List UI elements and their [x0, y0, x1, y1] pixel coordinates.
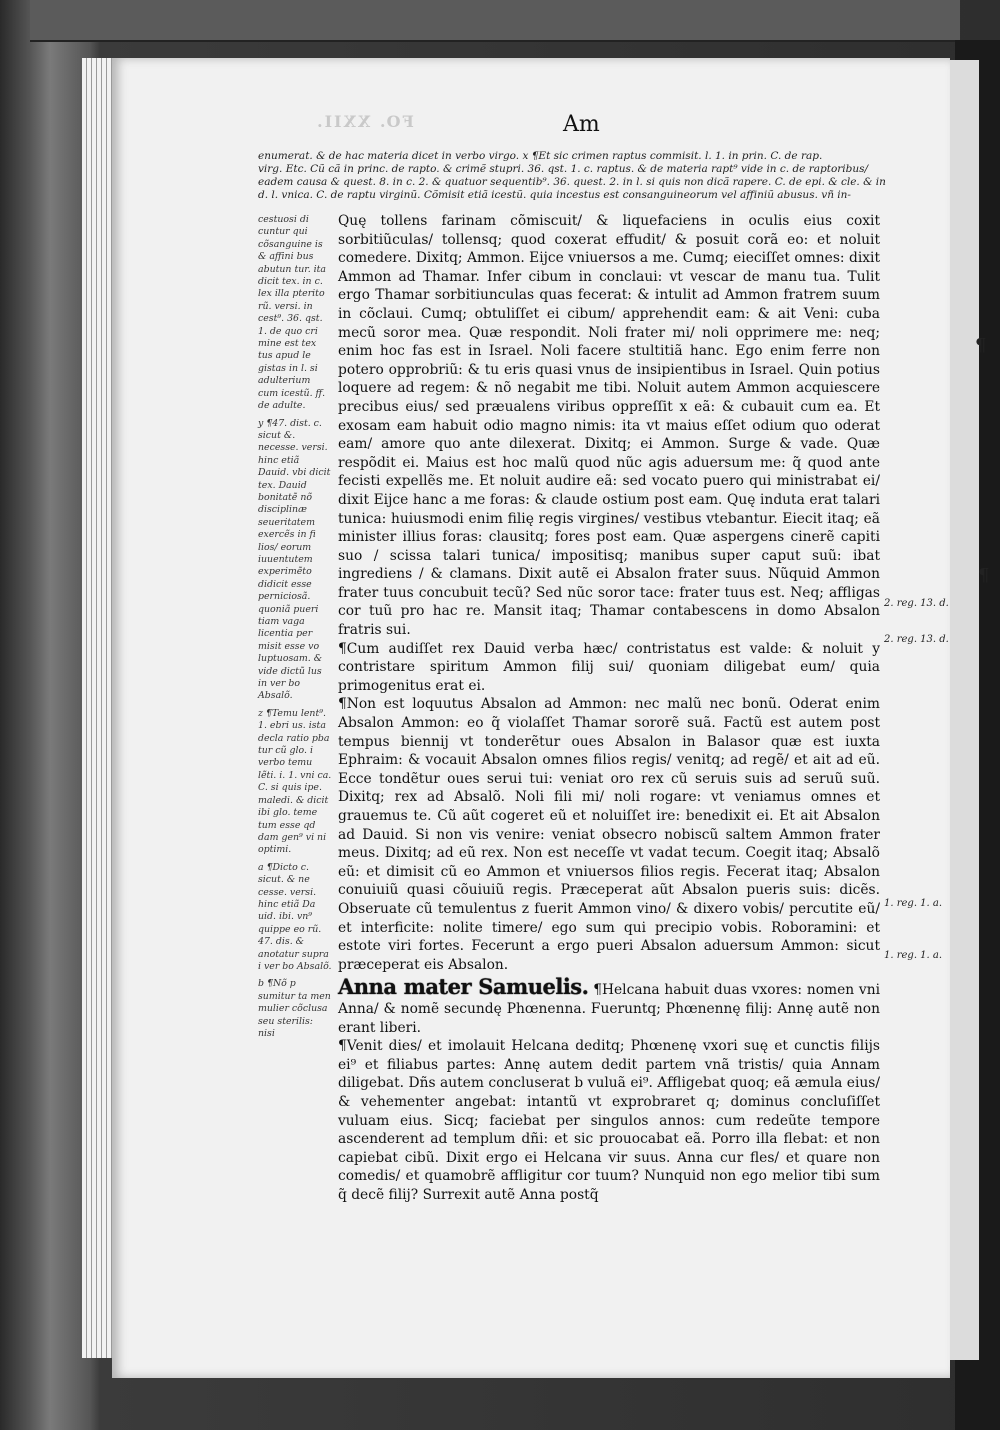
show-through-mark-icon: ¶: [975, 335, 987, 356]
side-reference: 2. reg. 13. d.: [884, 634, 949, 645]
commentary-line: virg. Etc. Cũ cã in princ. de rapto. & crimẽ stupri. 36. qst. 1. c. raptus. & de materia rapt⁹ vide in c. de raptoribus/: [258, 163, 869, 175]
commentary-line: enumerat. & de hac materia dicet in verbo virgo. x ¶Et sic crimen raptus commisit. l. 1. in prin. C. de rap.: [258, 150, 823, 162]
side-reference: 1. reg. 1. a.: [884, 898, 943, 909]
heading-text: ¶Helcana habuit duas vxores: nomen vni Anna/ & nomẽ secundę Phœnenna. Fueruntq; Phœnennę filij: Annę autẽ non erant liberi.: [338, 982, 880, 1036]
show-through-mark-icon: ¶: [978, 565, 990, 586]
side-reference: 1. reg. 1. a.: [884, 950, 943, 961]
text-paragraph: Quę tollens farinam cõmiscuit/ & liquefaciens in oculis eius coxit sorbitiũculas/ tollensq; quod coxerat effudit/ & posuit corã eo: et noluit comedere. Dixitq; Ammon. Eijce vniuersos a me. Cumq; eieciſſet omnes: dixit Ammon ad Thamar. Infer cibum in conclaui: vt vescar de manu tua. Tulit ergo Thamar sorbitiunculas quas fecerat: & intulit ad Ammon fratrem suum in cõclaui. Cumq; obtuliſſet ei cibum/ apprehendit eam: & ait Veni: cuba mecũ soror mea. Quæ respondit. Noli frater mi/ noli opprimere me: neq; enim hoc fas est in Israel. Noli facere stultitiã hanc. Ego enim ferre non potero opprobriũ: & tu eris quasi vnus de insipientibus in Israel. Quin potius loquere ad regem: & nõ negabit me tibi. Noluit autem Ammon acquiescere precibus eius/ sed præualens viribus oppreſſit x eã: & cubauit cum ea. Et exosam eam habuit odio magno nimis: ita vt maius eſſet odium quo oderat eam/ amore quo ante dilexerat. Dixitq; ei Ammon. Surge & vade. Quæ respõdit ei. Maius est hoc malũ quod nũc agis aduersum me: q̃ quod ante fecisti expellẽs me. Et noluit audire eã: sed vocato puero qui ministrabat ei/ dixit Eijce hanc a me foras: & claude ostium post eam. Quę induta erat talari tunica: huiusmodi enim filię regis virgines/ vestibus vtebantur. Eiecit itaq; eã minister illius foras: clausitq; fores post eam. Quæ aspergens cinerẽ capiti suo / scissa talari tunica/ impositisq; manibus super caput suũ: ibat ingrediens / & clamans. Dixit autẽ ei Absalon frater suus. Nũquid Ammon frater tuus concubuit tecũ? Sed nũc soror tace: frater tuus est. Neq; affligas cor tuũ pro hac re. Mansit itaq; Thamar contabescens in domo Absalon fratris sui.: [338, 213, 880, 639]
running-head: Am: [563, 112, 600, 137]
margin-notes-column: [258, 214, 332, 1045]
show-through-folio: FO. XXII.: [315, 112, 414, 131]
commentary-line: eadem causa & quest. 8. in c. 2. & quatuor sequentib⁹. 36. quest. 2. in l. si quis non dicã rapere. C. de epi. & cle. & in: [258, 176, 886, 188]
text-paragraph: ¶Non est loquutus Absalon ad Ammon: nec malũ nec bonũ. Oderat enim Absalon Ammon: eo q̃ violaſſet Thamar sororẽ suã. Factũ est autem post tempus biennij vt tonderẽtur oues Absalon in Balasor quæ est iuxta Ephraim: & vocauit Absalon omnes filios regis/ venitq; ad regẽ/ et ait ad eũ. Ecce tondẽtur oues serui tui: veniat oro rex cũ seruis suis ad seruũ suũ. Dixitq; rex ad Absalõ. Noli fili mi/ noli rogare: vt veniamus omnes et grauemus te. Cũ aũt cogeret eũ et noluiſſet ire: benedixit ei. Et ait Absalon ad Dauid. Si non vis venire: veniat obsecro nobiscũ saltem Ammon frater meus. Dixitq; ad eũ rex. Non est neceſſe vt vadat tecum. Coegit itaq; Absalõ eũ: et dimisit cũ eo Ammon et vniuersos filios regis. Fecerat itaq; Absalon conuiuiũ quasi cõuiuiũ regis. Præceperat aũt Absalon pueris suis: dicẽs. Obseruate cũ temulentus z fuerit Ammon vino/ & dixero vobis/ percutite eũ/ et interficite: nolite timere/ ego sum qui precipio vobis. Roboramini: et estote viri fortes. Fecerunt a ergo pueri Absalon aduersum Ammon: sicut præceperat eis Absalon.: [338, 696, 880, 973]
commentary-line: d. l. vnica. C. de raptu virginũ. Cõmisit etiã icestũ. quia incestus est consanguineorum vel affiniũ abusus. vñ in-: [258, 189, 851, 201]
text-paragraph: ¶Venit dies/ et imolauit Helcana deditq; Phœnenę vxori suę et cunctis filijs ei⁹ et filiabus partes: Annę autem dedit partem vnã tristis/ quia Annam diligebat. Dñs autem concluserat b vuluã ei⁹. Affligebat quoq; eã æmula eius/ & vehementer angebat: intantũ vt exprobraret q; dominus concluſiſſet vuluam eius. Sicq; faciebat per singulos annos: cum redeũte tempore ascenderent ad templum dñi: et sic prouocabat eã. Porro illa flebat: et non capiebat cibũ. Dixit ergo ei Helcana vir suus. Anna cur fles/ et quare non comedis/ et quamobrẽ affligitur cor tuum? Nunquid non ego melior tibi sum q̃ decẽ filij? Surrexit autẽ Anna postq̃: [338, 1038, 880, 1203]
main-text-column: [338, 212, 880, 1204]
side-reference: 2. reg. 13. d.: [884, 598, 949, 609]
top-commentary: [258, 150, 886, 202]
book-cover-edge: [30, 0, 960, 42]
margin-note: y ¶47. dist. c. sicut &. necesse. versi. hinc etiã Dauid. vbi dicit tex. Dauid bonitatẽ nõ disciplinæ seueritatem exercẽs in fi lios/ eorum iuuentutem experimẽto didicit esse perniciosã. quoniã pueri tiam vaga licentia per misit esse vo luptuosam. & vide dictũ lus in ver bo Absalõ.: [258, 417, 331, 702]
margin-note: z ¶Temu lent⁹. 1. ebri us. ista decla ratio pba tur cũ glo. i verbo temu lẽti. i. 1. vni ca. C. si quis ipe. maledi. & dicit ibi glo. teme tum esse qd dam gen⁹ vi ni optimi.: [258, 707, 332, 856]
margin-note: b ¶Nõ p sumitur ta men mulier cõclusa seu sterilis: nisi: [258, 978, 331, 1039]
entry-heading-row: [338, 974, 880, 1037]
entry-heading: Anna mater Samuelis.: [338, 974, 589, 1000]
text-paragraph: ¶Cum audiſſet rex Dauid verba hæc/ contristatus est valde: & noluit y contristare spiritum Ammon filij sui/ quoniam diligebat eum/ quia primogenitus erat ei.: [338, 640, 880, 694]
margin-note: cestuosi di cuntur qui cõsanguine is & affini bus abutun tur. ita dicit tex. in c. lex illa pterito rũ. versi. in cest⁹. 36. qst. 1. de quo cri mine est tex tus apud le gistas in l. si adulterium cum icestũ. ff. de adulte.: [258, 214, 327, 412]
next-leaf-edge: [948, 60, 979, 1360]
margin-note: a ¶Dicto c. sicut. & ne cesse. versi. hinc etiã Da uid. ibi. vn⁹ quippe eo rũ. 47. dis. & anotatur supra i ver bo Absalõ.: [258, 861, 332, 972]
